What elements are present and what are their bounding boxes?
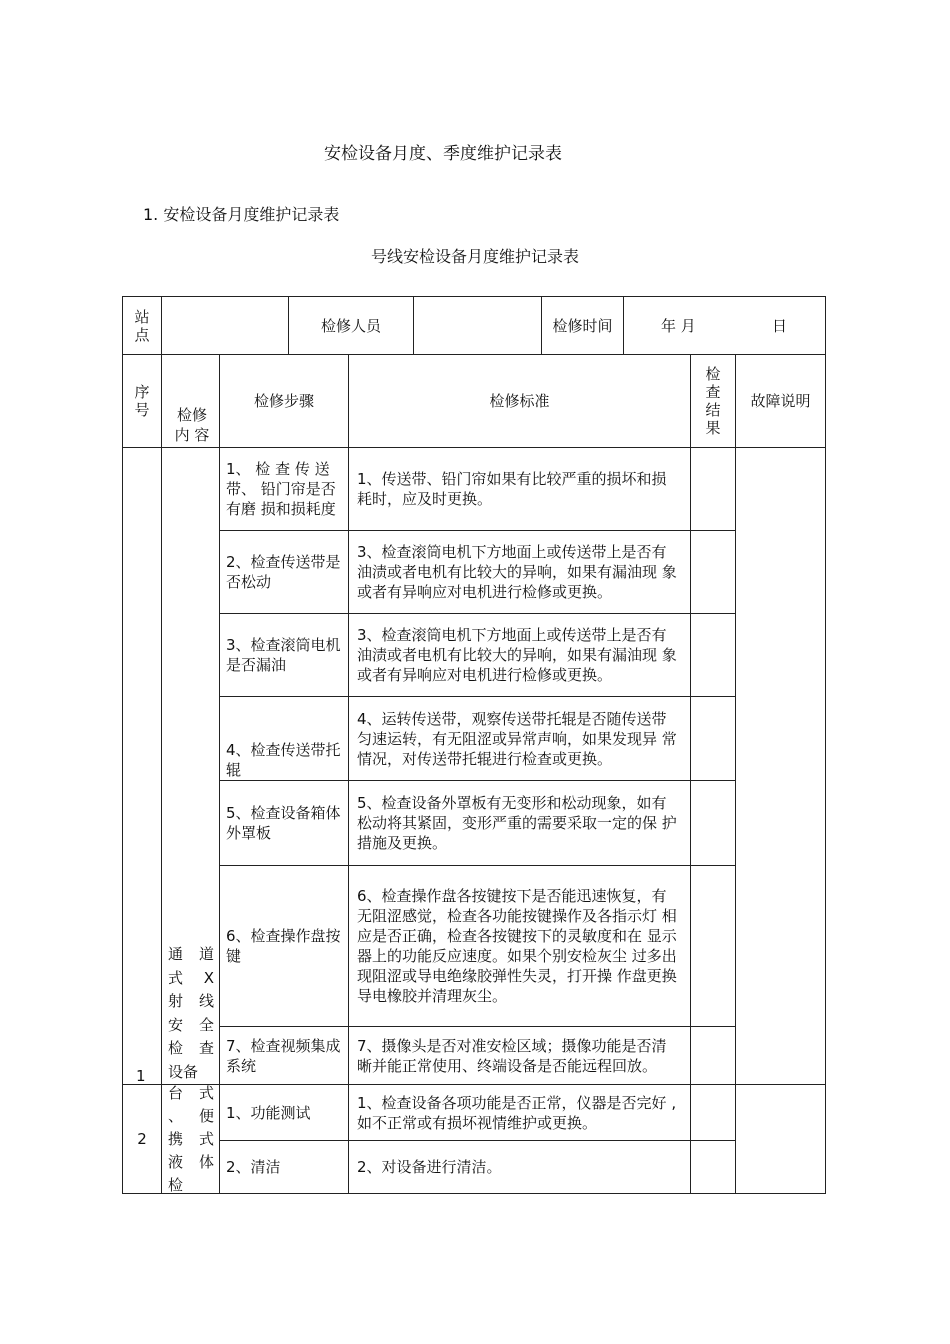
group-seq: 2: [137, 1130, 147, 1148]
document-title: 安检设备月度、季度维护记录表: [324, 144, 562, 164]
group-content: 通 道 式 X 射 线 安 全 检 查 设备: [168, 945, 214, 1081]
step-cell: 1、 检 查 传 送 带、 铅门帘是否有磨 损和损耗度: [226, 460, 336, 518]
inspector-label: 检修人员: [320, 316, 381, 335]
step-cell: 7、检查视频集成 系统: [226, 1036, 341, 1075]
standard-cell: 4、运转传送带，观察传送带托辊是否随传送带 匀速运转，有无阻涩或异常声响，如果发现异 常情况，对传送带托辊进行检查或更换。: [357, 709, 677, 768]
step-cell: 5、检查设备箱体 外罩板: [226, 804, 341, 842]
header-col-line: [623, 296, 624, 354]
col-result-header: 检查结果: [705, 365, 721, 437]
standard-cell: 7、摄像头是否对准安检区域；摄像功能是否清 晰并能正常使用、终端设备是否能远程回放。: [357, 1037, 667, 1075]
table-border-bottom: [122, 1193, 826, 1194]
group-content: 台 式 、 便 携 式 液 体 检: [168, 1084, 214, 1192]
group-seq: 1: [136, 1067, 146, 1085]
standard-cell: 3、检查滚筒电机下方地面上或传送带上是否有 油渍或者电机有比较大的异响，如果有漏油现 象或者有异响应对电机进行检修或更换。: [357, 626, 677, 684]
table-border-right: [825, 296, 826, 1194]
col-standard-header: 检修标准: [489, 392, 550, 410]
station-label: 站点: [134, 307, 150, 344]
standard-cell: 3、检查滚筒电机下方地面上或传送带上是否有 油渍或者电机有比较大的异响，如果有漏油现 象或者有异响应对电机进行检修或更换。: [357, 543, 677, 601]
step-cell: 3、检查滚筒电机 是否漏油: [226, 636, 341, 674]
standard-cell: 1、检查设备各项功能是否正常，仪器是否完好 ,如不正常或有损坏视情维护或更换。: [357, 1093, 677, 1132]
time-label: 检修时间: [552, 316, 613, 335]
step-cell: 1、功能测试: [226, 1103, 311, 1122]
date-day[interactable]: 日: [772, 317, 788, 335]
standard-cell: 5、检查设备外罩板有无变形和松动现象，如有 松动将其紧固，变形严重的需要采取一定的保 护措施及更换。: [357, 794, 677, 852]
step-cell: 4、检查传送带托 辊: [226, 741, 341, 779]
standard-cell: 6、检查操作盘各按键按下是否能迅速恢复，有 无阻涩感觉，检查各功能按键操作及各指示灯 相应是否正确，检查各按键按下的灵敏度和在 显示器上的功能反应速度。如果个别安检灰尘 过多出现阻涩或导电绝缘胶弹性失灵，打开操 作盘更换导电橡胶并清理灰尘。: [357, 887, 677, 1005]
step-cell: 2、清洁: [226, 1158, 281, 1176]
inspector-value[interactable]: [414, 297, 541, 354]
col-line: [735, 354, 736, 1194]
date-year-month[interactable]: 年 月: [661, 317, 696, 335]
col-seq-header: 序号: [134, 383, 150, 419]
step-cell: 6、检查操作盘按 键: [226, 927, 341, 965]
col-steps-header: 检修步骤: [253, 392, 314, 410]
standard-cell: 2、对设备进行清洁。: [357, 1158, 502, 1176]
section-heading: 1. 安检设备月度维护记录表: [143, 205, 340, 224]
col-line: [161, 354, 162, 1194]
col-content-header: 检修 内 容: [174, 406, 210, 444]
step-cell: 2、检查传送带是 否松动: [226, 553, 341, 591]
station-value[interactable]: [162, 297, 288, 354]
standard-cell: 1、传送带、铅门帘如果有比较严重的损坏和损 耗时，应及时更换。: [357, 470, 667, 508]
col-line: [690, 354, 691, 1194]
col-fault-header: 故障说明: [750, 392, 811, 410]
table-title: 号线安检设备月度维护记录表: [370, 247, 579, 266]
